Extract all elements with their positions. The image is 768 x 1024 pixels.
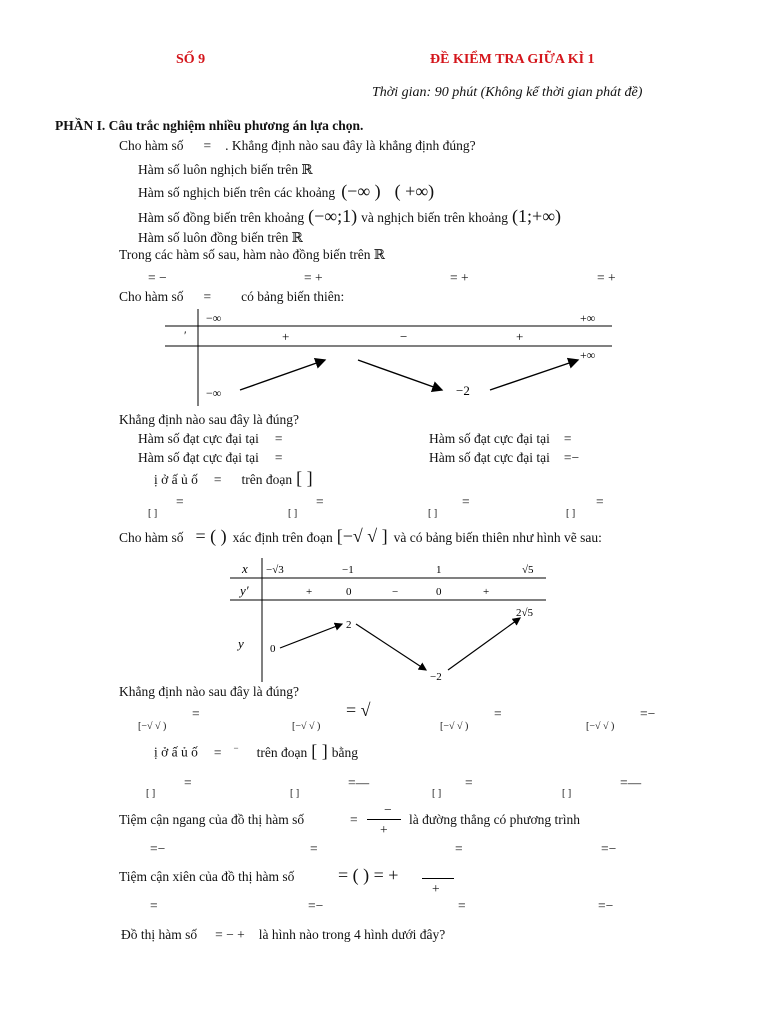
q3-yprime-label: ′ (184, 328, 187, 342)
q5-stem: Cho hàm số = ( ) xác định trên đoạn [−√ √ ] và có bảng biến thiên như hình vẽ sau: (119, 526, 602, 546)
q2-option-a: = − (148, 270, 167, 285)
q3-option-d: Hàm số đạt cực đại tại =− (429, 450, 580, 465)
q7-stem-b: là đường thẳng có phương trình (409, 812, 581, 827)
q7-option-b: = (310, 841, 318, 856)
q3-y-bottom: −∞ (206, 386, 222, 400)
q4-option-d-interval: [ ] (566, 508, 576, 519)
q5-option-c: = (494, 706, 502, 721)
q6-option-d: =— (620, 775, 642, 790)
q7-option-c: = (455, 841, 463, 856)
q4-option-c: = (462, 494, 470, 509)
q5-y-2: 2 (346, 619, 352, 631)
q7-eq: = (350, 812, 358, 827)
q7-fraction-bar (367, 819, 401, 820)
q3-option-b: Hàm số đạt cực đại tại = (429, 431, 572, 446)
q5-zero-2: 0 (436, 586, 442, 598)
q4-option-a: = (176, 494, 184, 509)
q4-option-a-interval: [ ] (148, 508, 158, 519)
q3-variation-table (160, 306, 620, 410)
q3-y-top: +∞ (580, 348, 596, 362)
q5-sign-1: + (306, 586, 313, 598)
q5-yprime-label: y′ (240, 583, 249, 598)
q7-numerator: − (384, 802, 392, 817)
q2-stem: Trong các hàm số sau, hàm nào đồng biến trên ℝ (119, 247, 386, 262)
q6-option-d-interval: [ ] (562, 788, 572, 799)
q5-x-4: √5 (522, 564, 534, 576)
q5-arrow-up-1 (280, 624, 342, 648)
q7-denominator: + (380, 822, 388, 837)
q6-option-a: = (184, 775, 192, 790)
q1-option-a: Hàm số luôn nghịch biến trên ℝ (138, 162, 313, 177)
q8-stem: Tiệm cận xiên của đồ thị hàm số (119, 869, 295, 884)
q3-stem: Cho hàm số = có bảng biến thiên: (119, 289, 345, 304)
q8-option-d: =− (598, 898, 614, 913)
q3-arrow-up-1 (240, 360, 325, 390)
q5-x-2: −1 (342, 564, 354, 576)
q5-option-c-interval: [−√ √ ) (440, 721, 469, 732)
q8-fraction-bar (422, 878, 454, 879)
q2-option-b: = + (304, 270, 323, 285)
q4-option-c-interval: [ ] (428, 508, 438, 519)
q5-x-label: x (242, 561, 248, 576)
q3-option-c: Hàm số đạt cực đại tại = (138, 450, 283, 465)
exam-title: ĐỀ KIỂM TRA GIỮA KÌ 1 (430, 52, 595, 67)
q5-option-b: = √ (346, 700, 371, 720)
q3-option-a: Hàm số đạt cực đại tại = (138, 431, 283, 446)
q4-option-d: = (596, 494, 604, 509)
q6-stem: ị ở ấ ủ ố = − trên đoạn [ ] bằng (154, 740, 358, 761)
q5-ask: Khẳng định nào sau đây là đúng? (119, 684, 299, 699)
q5-option-b-interval: [−√ √ ) (292, 721, 321, 732)
q5-x-3: 1 (436, 564, 442, 576)
q7-option-d: =− (601, 841, 617, 856)
q1-option-c: Hàm số đồng biến trên khoảng (−∞;1) và nghịch biến trên khoảng (1;+∞) (138, 206, 562, 226)
q5-zero-1: 0 (346, 586, 352, 598)
q2-option-c: = + (450, 270, 469, 285)
q5-arrow-up-2 (448, 618, 520, 670)
q6-option-b: =— (348, 775, 370, 790)
q8-eq: = ( ) = + (338, 865, 399, 885)
q4-stem: ị ở ấ ủ ố = trên đoạn [ ] (154, 468, 313, 488)
q3-ask: Khẳng định nào sau đây là đúng? (119, 412, 299, 427)
q5-sign-3: + (483, 586, 490, 598)
q6-option-c-interval: [ ] (432, 788, 442, 799)
q7-stem-a: Tiệm cận ngang của đồ thị hàm số (119, 812, 305, 827)
q1-stem: Cho hàm số = . Khẳng định nào sau đây là khẳng định đúng? (119, 138, 476, 153)
q5-option-d: =− (640, 706, 656, 721)
q5-option-d-interval: [−√ √ ) (586, 721, 615, 732)
q3-sign-3: + (516, 329, 524, 344)
q5-sign-2: − (392, 586, 399, 598)
q3-sign-1: + (282, 329, 290, 344)
q6-option-a-interval: [ ] (146, 788, 156, 799)
q1-option-b: Hàm số nghịch biến trên các khoảng (−∞ ) ( +∞) (138, 181, 435, 201)
q4-option-b-interval: [ ] (288, 508, 298, 519)
q5-y-label: y (238, 636, 244, 651)
q5-y-2sqrt5: 2√5 (516, 607, 534, 619)
q5-y-minus2: −2 (430, 671, 442, 683)
q9-stem: Đồ thị hàm số = − + là hình nào trong 4 hình dưới đây? (121, 927, 446, 942)
q3-sign-2: − (400, 329, 408, 344)
exam-time: Thời gian: 90 phút (Không kể thời gian phát đề) (372, 85, 643, 100)
q3-x-start: −∞ (206, 311, 222, 325)
q8-option-a: = (150, 898, 158, 913)
q5-y-0: 0 (270, 643, 276, 655)
q5-option-a-interval: [−√ √ ) (138, 721, 167, 732)
q7-option-a: =− (150, 841, 166, 856)
q8-option-c: = (458, 898, 466, 913)
q5-variation-table (228, 556, 548, 684)
q6-option-c: = (465, 775, 473, 790)
q4-option-b: = (316, 494, 324, 509)
part-title: PHẦN I. Câu trắc nghiệm nhiều phương án lựa chọn. (55, 118, 364, 133)
q2-option-d: = + (597, 270, 616, 285)
exam-number: SỐ 9 (176, 52, 206, 67)
q3-arrow-up-2 (490, 360, 578, 390)
q5-arrow-down (356, 624, 426, 670)
q3-arrow-down (358, 360, 442, 390)
q3-x-end: +∞ (580, 311, 596, 325)
q5-option-a: = (192, 706, 200, 721)
q8-denominator: + (432, 881, 440, 896)
q8-option-b: =− (308, 898, 324, 913)
q1-option-d: Hàm số luôn đồng biến trên ℝ (138, 230, 303, 245)
q6-option-b-interval: [ ] (290, 788, 300, 799)
q5-x-1: −√3 (266, 564, 284, 576)
q3-y-min: −2 (456, 383, 470, 398)
